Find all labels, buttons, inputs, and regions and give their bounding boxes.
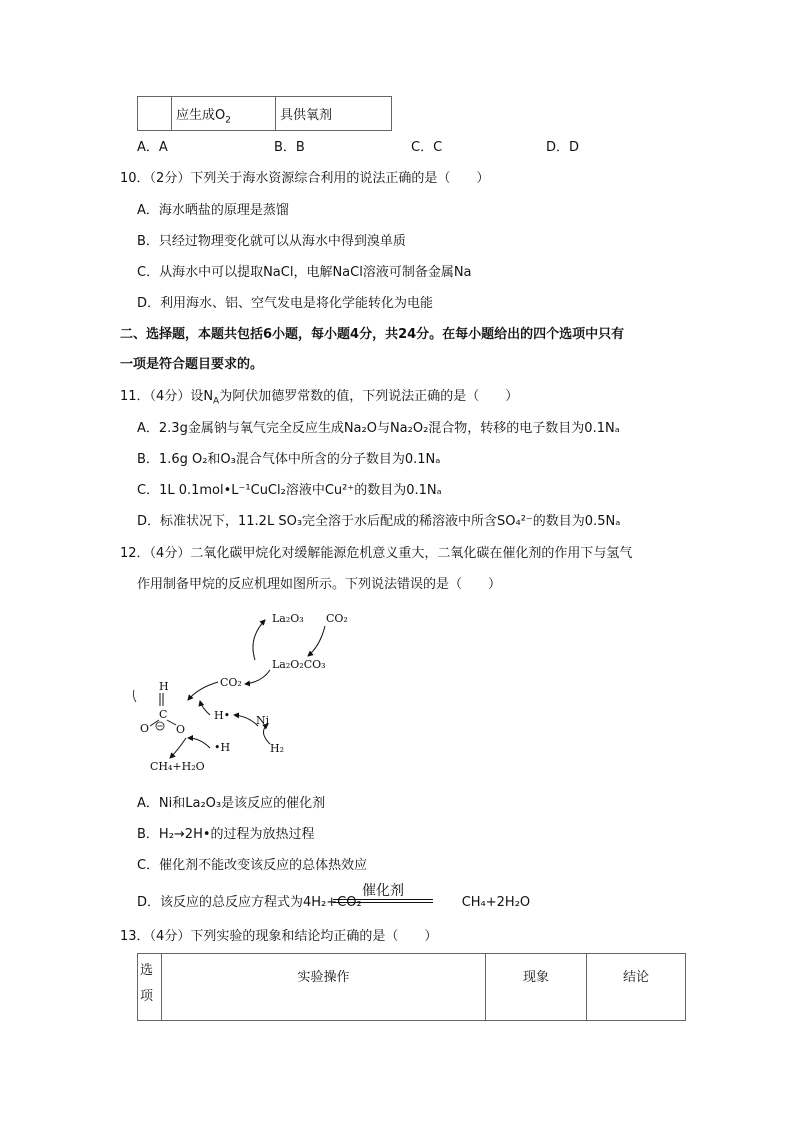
question-13-stem: 13．（4分）下列实验的现象和结论均正确的是（ ） [120, 929, 438, 944]
question-11-stem: 11．（4分）设$N_A$为阿伏加德罗常数的值，下列说法正确的是（ ） [120, 389, 519, 407]
table-cell: 具供氧剂 [276, 97, 392, 131]
q13-table [137, 953, 686, 1021]
option-a: A．A [137, 140, 168, 155]
table-cell: 应生成$O_2$ [172, 97, 276, 131]
q12-option-b: B．H₂→2H•的过程为放热过程 [137, 827, 315, 842]
q11-option-b: B．1.6g O₂和O₃混合气体中所含的分子数目为0.1Nₐ [137, 452, 441, 467]
table-row [138, 97, 392, 131]
label-h-dot1: H• [214, 709, 231, 722]
section-heading-cont: 一项是符合题目要求的。 [120, 357, 264, 372]
label-h-dot2: •H [214, 741, 231, 754]
label-h2: H₂ [270, 742, 285, 755]
q10-option-b: B．只经过物理变化就可以从海水中得到溴单质 [137, 234, 406, 249]
equation-line-2 [333, 902, 433, 903]
bond-co2 [167, 720, 176, 725]
reaction-mechanism-diagram [130, 598, 360, 778]
label-ni: Ni [256, 714, 270, 727]
label-co2-top: CO₂ [326, 612, 348, 625]
reaction-condition: 催化剂 [362, 883, 404, 899]
q10-option-a: A．海水晒盐的原理是蒸馏 [137, 203, 289, 218]
option-d: D．D [546, 140, 580, 155]
arrow-h-to-o [188, 738, 210, 748]
arrow-h-to-formate [200, 701, 210, 715]
header-option: 选项 [138, 954, 162, 1021]
question-12-stem: 12．（4分）二氧化碳甲烷化对缓解能源危机意义重大，二氧化碳在催化剂的作用下与氢气 [120, 546, 633, 561]
bracket-icon [133, 690, 136, 702]
q10-option-c: C．从海水中可以提取NaCl，电解NaCl溶液可制备金属Na [137, 265, 472, 280]
q11-option-d: D．标准状况下，11.2L SO₃完全溶于水后配成的稀溶液中所含SO₄²⁻的数目为0.5Nₐ [137, 514, 621, 529]
label-o2: O [176, 723, 186, 736]
label-c-atom: C [159, 708, 168, 721]
q11-option-a: A．2.3g金属钠与氧气完全反应生成Na₂O与Na₂O₂混合物，转移的电子数目为0.1Nₐ [137, 421, 620, 436]
top-table [137, 96, 392, 131]
q10-option-d: D．利用海水、铝、空气发电是将化学能转化为电能 [137, 296, 434, 311]
section-heading: 二、选择题，本题共包括6小题，每小题4分，共24分。在每小题给出的四个选项中只有 [120, 327, 625, 342]
q12-option-a: A．Ni和La₂O₃是该反应的催化剂 [137, 796, 326, 811]
arrow-h2-to-ni [263, 724, 270, 744]
label-la2o2co3: La₂O₂CO₃ [272, 658, 326, 671]
question-12-stem-cont: 作用制备甲烷的反应机理如图所示。下列说法错误的是（ ） [137, 577, 502, 592]
label-la2o3: La₂O₃ [272, 612, 304, 625]
arrow-cycle-right [308, 626, 325, 656]
q12-option-c: C．催化剂不能改变该反应的总体热效应 [137, 858, 368, 873]
header-phenomenon: 现象 [486, 954, 587, 1021]
arrow-cycle-left [253, 620, 265, 660]
option-c: C．C [411, 140, 443, 155]
arrow-ni-to-h [234, 715, 258, 726]
table-cell [138, 97, 172, 131]
arrow-to-products [170, 738, 186, 758]
question-10-stem: 10．（2分）下列关于海水资源综合利用的说法正确的是（ ） [120, 171, 490, 186]
label-co2-mid: CO₂ [220, 676, 242, 689]
table-row [138, 954, 686, 1021]
q12-option-d: D．该反应的总反应方程式为4H₂+CO₂ CH₄+2H₂O [137, 895, 531, 910]
label-products: CH₄+H₂O [150, 760, 205, 773]
arrow-to-co2 [245, 670, 270, 684]
equation-line [333, 899, 433, 900]
option-b: B．B [274, 140, 305, 155]
header-conclusion: 结论 [587, 954, 686, 1021]
header-operation: 实验操作 [162, 954, 486, 1021]
label-h-top: H [159, 680, 169, 693]
arrow-co2-to-formate [188, 682, 218, 700]
q11-option-c: C．1L 0.1mol•L⁻¹CuCl₂溶液中Cu²⁺的数目为0.1Nₐ [137, 483, 442, 498]
label-o1: O [140, 722, 150, 735]
